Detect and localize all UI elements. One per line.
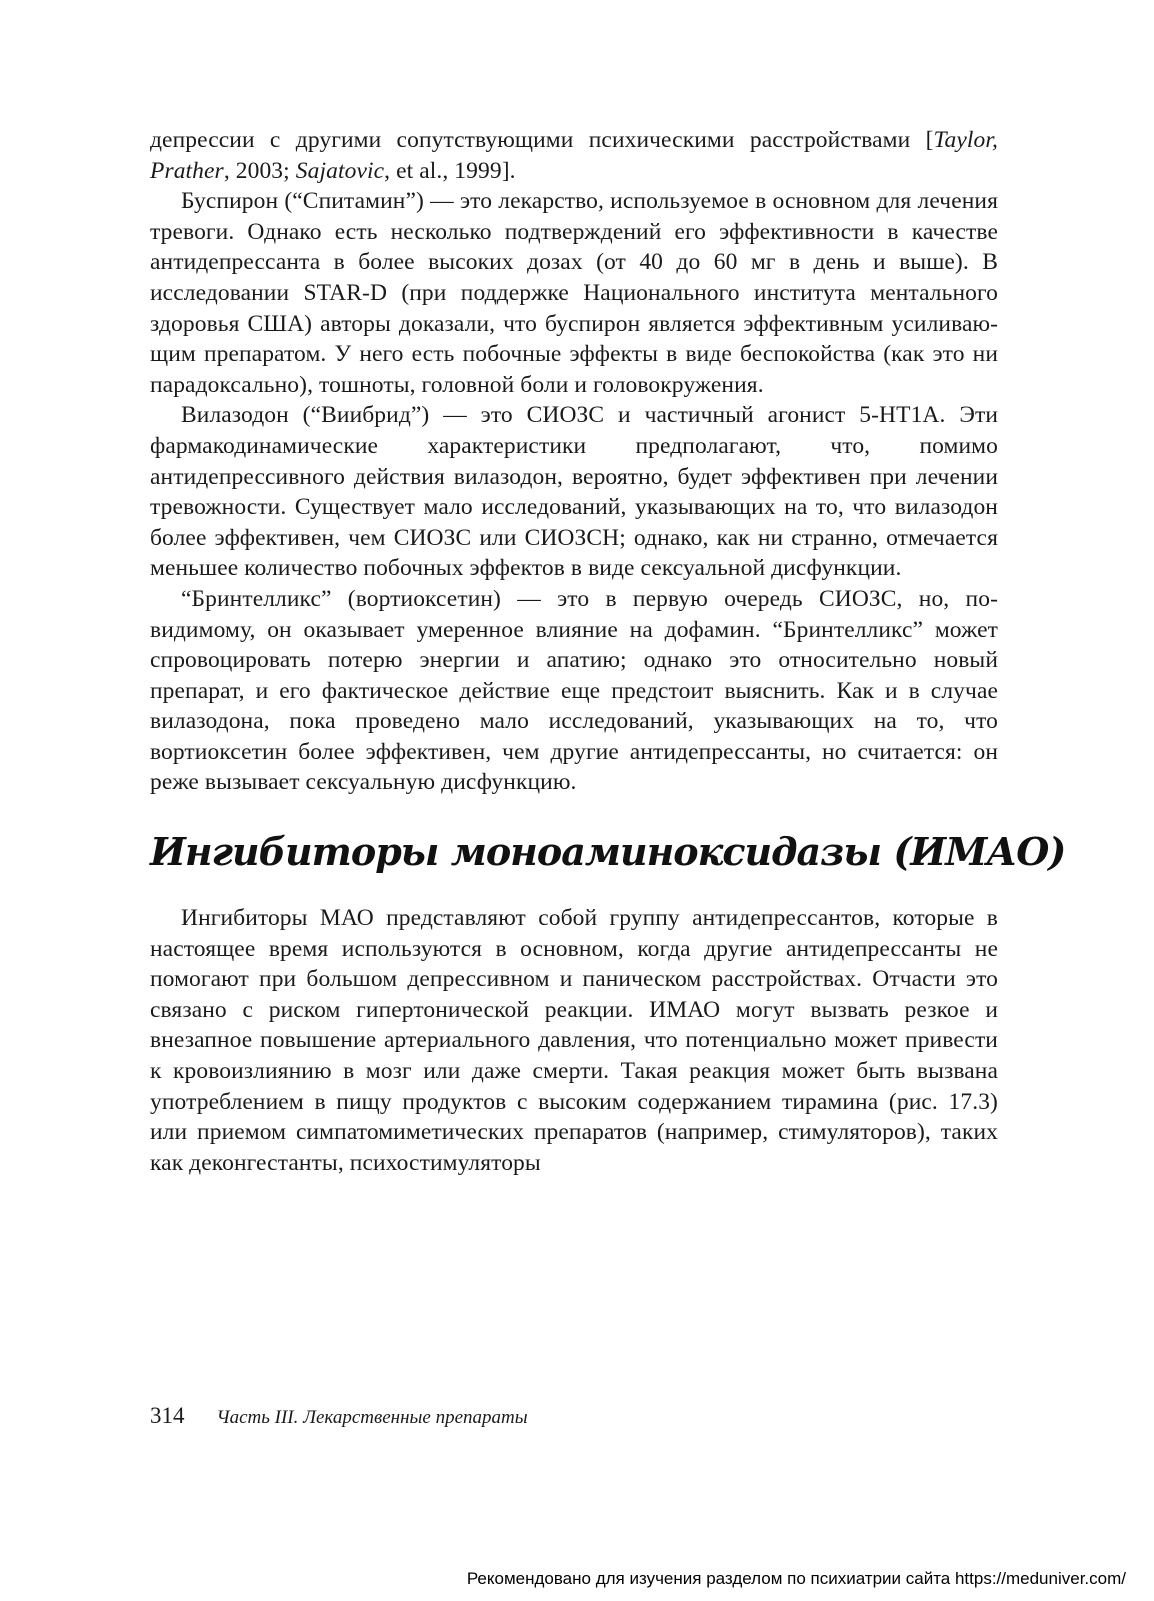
citation-author: Sajatovic [295,157,385,184]
watermark-text: Рекомендовано для изучения разделом по психиатрии сайта https://meduniver.com/ [466,1569,1126,1588]
section-heading: Ингибиторы моноаминоксидазы (ИМАО) [150,829,1066,875]
running-head: Часть III. Лекарственные препараты [216,1407,528,1428]
citation-year: , 2003; [223,157,296,184]
page-footer [150,1403,528,1429]
paragraph-brintellix: “Бринтелликс” (вортиоксетин) — это в первую очередь СИОЗС, но, по-видимому, он оказывает умеренное влияние на дофамин. “Бринтелликс” может спровоцировать потерю энергии и апатию; однако это относительно новый препарат, и его фактическое действие еще предстоит выяснить. Как и в случае вилазодона, пока проведено мало исследований, указывающих на то, что вортиоксетин более эффективен, чем другие антидепрессанты, но считается: он реже вызывает сексуальную дисфункцию. [150,585,998,796]
page-number: 314 [150,1403,185,1428]
paragraph-text: депрессии с другими сопутствующими психическими расстройствами [ [150,127,934,153]
citation-authors: Taylor, Prather [150,127,998,184]
citation-tail: , et al., 1999]. [384,157,516,184]
paragraph-vilazodone: Вилазодон (“Виибрид”) — это СИОЗС и частичный агонист 5-HT1A. Эти фармакодинамические характеристики предполагают, что, помимо антидепрессивного действия вилазодон, вероятно, будет эффективен при лечении тревожности. Существует мало исследований, указывающих на то, что вилазодон более эффективен, чем СИОЗС или СИОЗСН; однако, как ни странно, отмечается меньшее количество побочных эффектов в виде сексуальной дисфункции. [150,402,998,582]
paragraph-mao-inhibitors: Ингибиторы МАО представляют собой группу антидепрессантов, которые в настоящее время используются в основном, когда другие антидепрессанты не помогают при большом депрессивном и паническом расстройствах. Отчасти это связано с риском гипертонической реакции. ИМАО могут вызвать резкое и внезапное повышение артериального давления, что потенциально может привести к кровоизлиянию в мозг или даже смерти. Такая реакция может быть вызвана употреблением в пищу продуктов с высоким содержанием тирамина (рис. 17.3) или приемом симпатомиметических препаратов (например, стимуляторов), таких как деконгестанты, психостимуляторы [150,905,998,1176]
paragraph-continuation [150,125,998,186]
paragraph-buspirone: Буспирон (“Спитамин”) — это лекарство, используемое в основном для лечения тревоги. Однако есть несколько подтверждений его эффективности в качестве антидепрессанта в более высоких дозах (от 40 до 60 мг в день и выше). В исследовании STAR-D (при поддержке Национального института ментального здоровья США) авторы доказали, что буспирон является эффективным усиливающим препаратом. У него есть побочные эффекты в виде беспокойства (как это ни парадоксально), тошноты, головной боли и головокружения. [150,188,998,398]
page-body [150,125,1066,1178]
